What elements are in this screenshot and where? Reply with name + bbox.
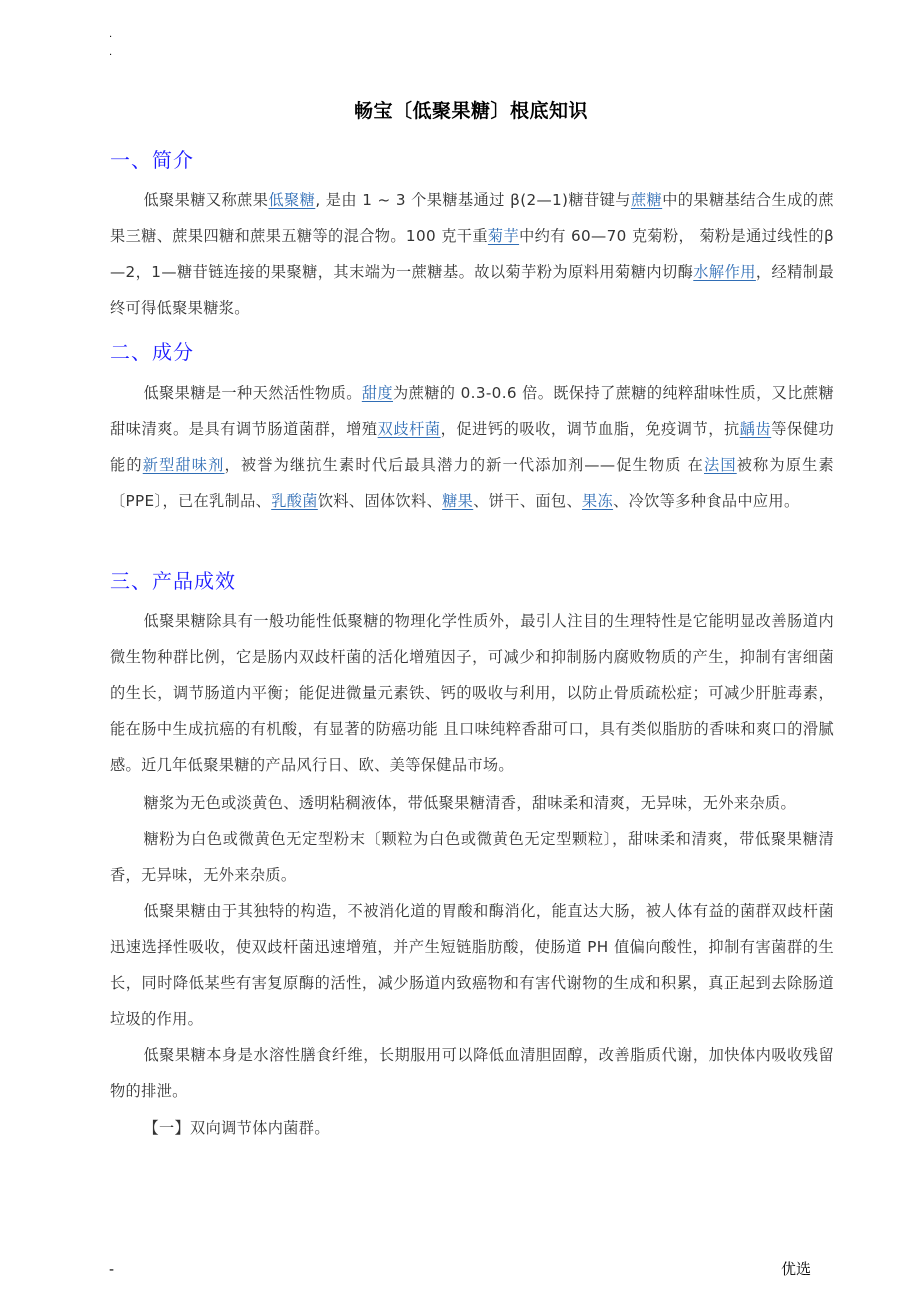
hyperlink[interactable]: 双歧杆菌 bbox=[377, 420, 441, 438]
hyperlink[interactable]: 法国 bbox=[703, 456, 737, 474]
hyperlink[interactable]: 糖果 bbox=[442, 492, 474, 510]
paragraph-text: 等保健功能的 bbox=[110, 420, 835, 474]
paragraph-text: ，被誉为继抗生素时代后最具潜力的新一代添加剂——促生物质 在 bbox=[224, 456, 704, 474]
paragraph-text: ，促进钙的吸收，调节血脂，免疫调节，抗 bbox=[440, 420, 740, 438]
paragraph-text: 低聚果糖除具有一般功能性低聚糖的物理化学性质外，最引人注目的生理特性是它能明显改善肠道内微生物种群比例，它是肠内双歧杆菌的活化增殖因子，可减少和抑制肠内腐败物质的产生，抑制有害细菌的生长，调节肠道内平衡；能促进微量元素铁、钙的吸收与利用，以防止骨质疏松症；可减少肝脏毒素，能在肠中生成抗癌的有机酸，有显著的防癌功能 且口味纯粹香甜可口，具有类似脂肪的香味和爽口的滑腻感。近几年低聚果糖的产品风行日、欧、美等保健品市场。 bbox=[110, 612, 834, 774]
hyperlink[interactable]: 甜度 bbox=[361, 384, 394, 402]
paragraph-text: 为蔗糖的 0.3-0.6 倍。既保持了蔗糖的纯粹甜味性质，又比蔗糖甜味清爽。是具有调节肠道菌群，增殖 bbox=[110, 384, 835, 438]
paragraph-text: 糖粉为白色或微黄色无定型粉末〔颗粒为白色或微黄色无定型颗粒〕，甜味柔和清爽，带低聚果糖清香，无异味，无外来杂质。 bbox=[110, 830, 834, 884]
paragraph bbox=[110, 821, 834, 893]
paragraph-text: 、饼干、面包、 bbox=[473, 492, 582, 510]
header-mark: . bbox=[109, 47, 113, 58]
paragraph bbox=[110, 182, 834, 326]
document-title: 畅宝〔低聚果糖〕根底知识 bbox=[353, 100, 588, 122]
paragraph-text: ，经精制最终可得低聚果糖浆。 bbox=[110, 263, 834, 317]
paragraph-text: 被称为原生素〔PPE〕，已在乳制品、 bbox=[110, 456, 835, 510]
hyperlink[interactable]: 果冻 bbox=[581, 492, 614, 510]
hyperlink[interactable]: 低聚糖 bbox=[268, 191, 316, 209]
hyperlink[interactable]: 新型甜味剂 bbox=[142, 456, 225, 474]
paragraph-text: 糖浆为无色或淡黄色、透明粘稠液体，带低聚果糖清香，甜味柔和清爽，无异味，无外来杂质。 bbox=[143, 794, 797, 812]
hyperlink[interactable]: 龋齿 bbox=[739, 420, 772, 438]
section-heading-composition: 二、成分 bbox=[110, 340, 194, 364]
paragraph bbox=[110, 893, 834, 1037]
paragraph-text: 、冷饮等多种食品中应用。 bbox=[613, 492, 800, 510]
paragraph bbox=[110, 375, 834, 519]
footer-label: 优选 bbox=[781, 1260, 812, 1278]
paragraph-text: 中约有 60—70 克菊粉， 菊粉是通过线性的β—2，1—糖苷链连接的果聚糖，其末端为一蔗糖基。故以菊芋粉为原料用菊糖内切酶 bbox=[110, 227, 834, 281]
footer-left-mark: - bbox=[109, 1262, 115, 1278]
section-heading-intro: 一、简介 bbox=[110, 148, 194, 172]
hyperlink[interactable]: 乳酸菌 bbox=[271, 492, 318, 510]
paragraph bbox=[110, 603, 834, 783]
hyperlink[interactable]: 菊芋 bbox=[487, 227, 520, 245]
paragraph bbox=[110, 1037, 834, 1109]
hyperlink[interactable]: 水解作用 bbox=[693, 263, 756, 281]
paragraph-text: 低聚果糖又称蔗果 bbox=[143, 191, 269, 209]
paragraph bbox=[110, 785, 834, 821]
paragraph-text: 低聚果糖是一种天然活性物质。 bbox=[143, 384, 362, 402]
header-mark: . bbox=[109, 29, 113, 40]
paragraph-text: , 是由 1 ~ 3 个果糖基通过 β(2—1)糖苷键与 bbox=[315, 191, 631, 209]
paragraph-text: 【一】双向调节体内菌群。 bbox=[143, 1119, 330, 1137]
paragraph bbox=[110, 1110, 834, 1146]
paragraph-text: 低聚果糖由于其独特的构造，不被消化道的胃酸和酶消化，能直达大肠，被人体有益的菌群双歧杆菌迅速选择性吸收，使双歧杆菌迅速增殖，并产生短链脂肪酸，使肠道 PH 值偏向酸性，抑制有害菌群的生长，同时降低某些有害复原酶的活性，减少肠道内致癌物和有害代谢物的生成和积累，真正起到去除肠道垃圾的作用。 bbox=[110, 902, 834, 1028]
paragraph-text: 饮料、固体饮料、 bbox=[317, 492, 443, 510]
hyperlink[interactable]: 蔗糖 bbox=[630, 191, 663, 209]
section-heading-benefits: 三、产品成效 bbox=[110, 569, 236, 593]
paragraph-text: 中的果糖基结合生成的蔗果三糖、蔗果四糖和蔗果五糖等的混合物。100 克干重 bbox=[110, 191, 834, 245]
paragraph-text: 低聚果糖本身是水溶性膳食纤维，长期服用可以降低血清胆固醇，改善脂质代谢，加快体内吸收残留物的排泄。 bbox=[110, 1046, 834, 1100]
